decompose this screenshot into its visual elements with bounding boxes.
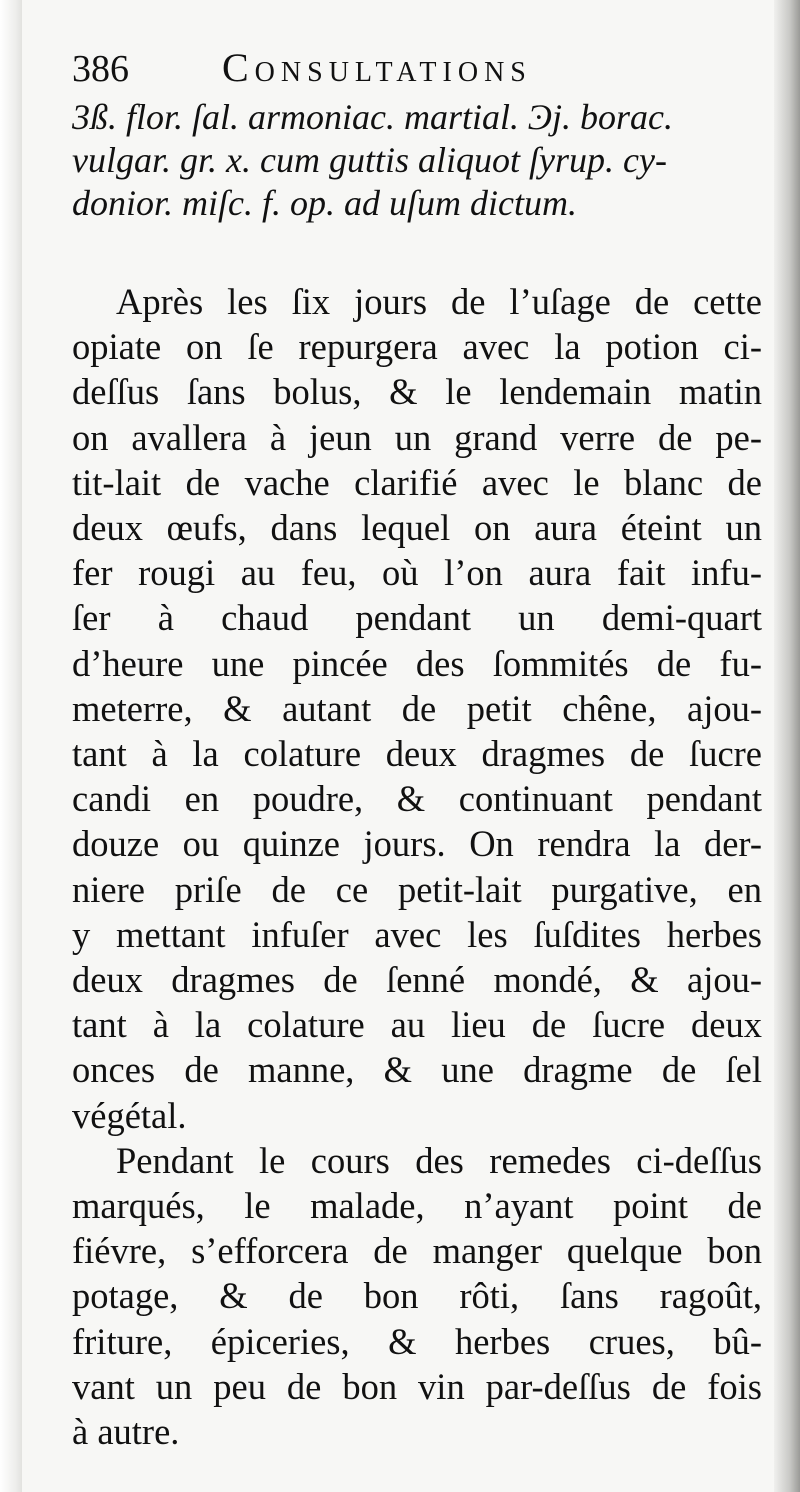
text-line: Pendant le cours des remedes ci-deſſus [116,1139,762,1181]
text-line: niere priſe de ce petit-lait purgative, en [72,868,762,910]
text-line: à autre. [72,1411,180,1453]
text-line: onces de manne, & une dragme de ſel [72,1049,762,1091]
paragraph-diet [72,1138,762,1454]
text-line: on avallera à jeun un grand verre de pe- [72,416,762,458]
page-edge-shadow [774,0,800,1492]
paragraph-treatment [72,279,762,1138]
formula-line: 3ß. flor. ſal. armoniac. martial. Ͽj. borac. [72,97,674,137]
text-line: douze ou quinze jours. On rendra la der- [72,823,762,865]
page-number: 386 [72,48,129,90]
running-title: Consultations [222,45,532,90]
formula-line: donior. miſc. f. op. ad uſum dictum. [72,183,577,223]
text-line: candi en poudre, & continuant pendant [72,778,762,820]
text-line: marqués, le malade, n’ayant point de [72,1185,762,1227]
text-line: Après les ſix jours de l’uſage de cette [116,281,762,322]
text-line: y mettant infuſer avec les ſuſdites herbes [72,913,762,955]
text-line: deſſus ſans bolus, & le lendemain matin [72,371,762,413]
text-line: fer rougi au feu, où l’on aura fait infu- [72,552,762,594]
text-block [72,40,762,1454]
text-line: opiate on ſe repurgera avec la potion ci- [72,326,762,368]
text-line: friture, épiceries, & herbes crues, bû- [72,1320,762,1362]
formula-line: vulgar. gr. x. cum guttis aliquot ſyrup. cy- [72,140,667,180]
text-line: deux œufs, dans lequel on aura éteint un [72,507,762,549]
text-line: végétal. [72,1094,187,1136]
text-line: d’heure une pincée des ſommités de fu- [72,642,762,684]
text-line: tant à la colature deux dragmes de ſucre [72,733,762,775]
text-line: tit-lait de vache clarifié avec le blanc de [72,461,762,503]
text-line: potage, & de bon rôti, ſans ragoût, [72,1275,762,1317]
text-line: meterre, & autant de petit chêne, ajou- [72,687,762,729]
page-gutter [0,0,22,1492]
text-line: vant un peu de bon vin par-deſſus de fois [72,1365,762,1407]
text-line: ſer à chaud pendant un demi-quart [72,597,762,639]
prescription-formula [72,96,762,225]
text-line: deux dragmes de ſenné mondé, & ajou- [72,959,762,1001]
text-line: fiévre, s’efforcera de manger quelque bon [72,1230,762,1272]
text-line: tant à la colature au lieu de ſucre deux [72,1004,762,1046]
running-head [72,40,762,96]
